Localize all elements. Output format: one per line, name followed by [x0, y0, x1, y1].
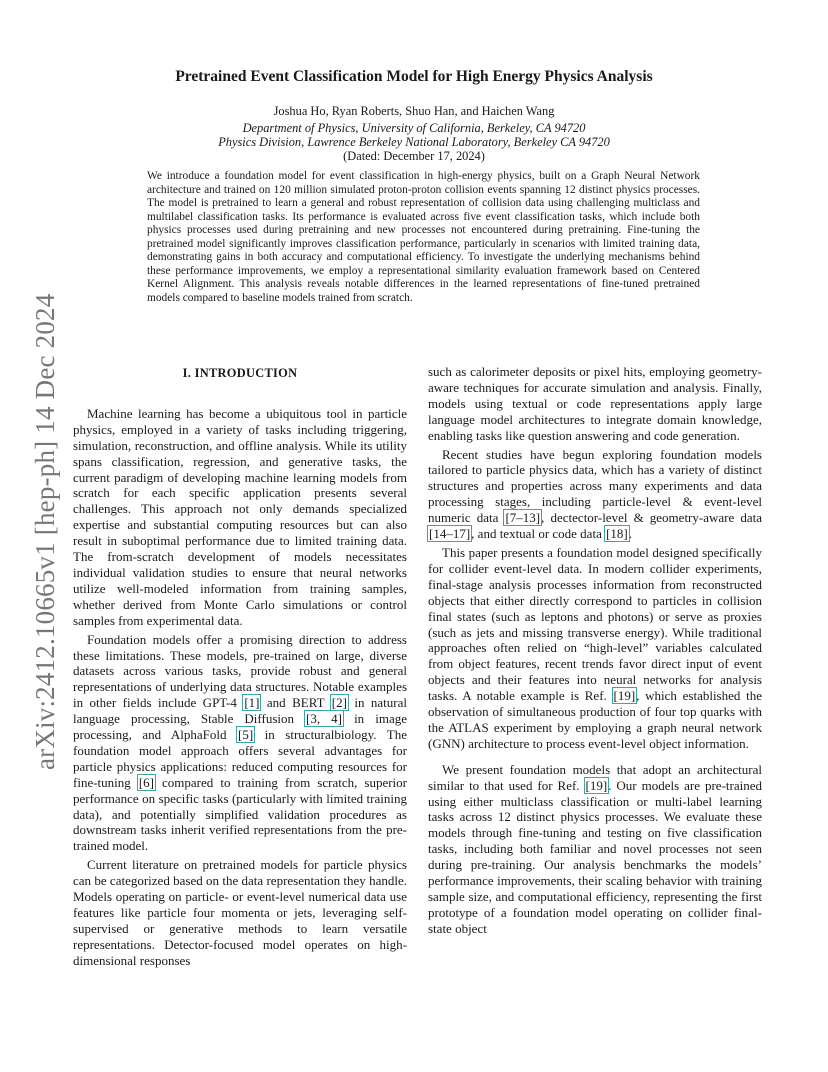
intro-paragraph-3: Current literature on pretrained models for particle physics can be categorized based on the data representation they handle. Models operating on particle- or event-level numerical data use features like particle four momenta or jets, leveraging self-supervised or generative methods to learn versatile representations. Detector-focused model operates on high-dimensional responses [73, 857, 407, 968]
text-run: , which established the observation of simultaneous production of four top quarks with the ATLAS experiment by employing a graph neural network (GNN) architecture to process event-level object information. [428, 688, 762, 751]
text-run: . Our models are pre-trained using either multiclass classification or multi-label learning tasks across 12 distinct physics processes. We evaluate these models through fine-tuning and testing on five classification tasks, including both familiar and novel processes not seen during pre-training. Our analysis benchmarks the models’ performance improvements, their scaling behavior with training sample size, and computational efficiency, representing the first prototype of a foundation model operating on collider final-state object [428, 777, 762, 936]
citation-link[interactable]: [1] [244, 695, 260, 711]
date-line: (Dated: December 17, 2024) [343, 149, 485, 163]
text-run: in structuralbiology. The foundation model approach offers several advantages for particle physics applications: reduced computing resources for fine-tuning [73, 727, 407, 790]
abstract-text: We introduce a foundation model for event classification in high-energy physics, built on a Graph Neural Network architecture and trained on 120 million simulated proton-proton collision events spanning 12 distinct physics processes. The model is pretrained to learn a general and robust representation of collision data using challenging multiclass and multilabel classification tasks. Its performance is evaluated across five event classification tasks, which include both physics processes used during pretraining and new processes not encountered during pretraining. Fine-tuning the pretrained model significantly improves classification performance, particularly in scenarios with limited training data, demonstrating gains in both accuracy and computational efficiency. To investigate the underlying mechanisms behind these performance improvements, we employ a representational similarity evaluation framework based on Centered Kernel Alignment. This analysis reveals notable differences in the learned representations of fine-tuned pretrained models compared to baseline models trained from scratch. [147, 170, 700, 304]
citation-link[interactable]: [2] [331, 695, 347, 711]
text-run: and BERT [260, 695, 331, 711]
citation-link[interactable]: [19] [613, 688, 636, 704]
citation-link[interactable]: [7–13] [505, 510, 541, 526]
text-run: compared to training from scratch, superior performance on specific tasks (particularly with limited training data), and potentially simplified validation procedures as downstream tasks inherit verified representations from the pre-trained model. [73, 774, 407, 854]
section-heading-introduction: I. INTRODUCTION [182, 366, 298, 380]
text-run: in image processing, and AlphaFold [73, 711, 407, 743]
text-run: in natural language processing, Stable Diffusion [73, 695, 407, 727]
text-run: . [628, 526, 633, 542]
citation-link[interactable]: [19] [585, 777, 608, 793]
affiliation-berkeley: Department of Physics, University of California, Berkeley, CA 94720 [242, 121, 586, 135]
citation-link[interactable]: [6] [138, 774, 154, 790]
left-column [73, 364, 407, 972]
abstract [147, 170, 700, 305]
text-run: Recent studies have begun exploring foundation models tailored to particle physics data, which has a variety of distinct structures and properties across many experiments and data processing stages, including particle-level & event-level numeric data [428, 446, 762, 526]
text-run: Foundation models offer a promising direction to address these limitations. These models, pre-trained on large, diverse datasets across various tasks, provide robust and general representations of underlying data structures. Notable examples in other fields include GPT-4 [73, 631, 407, 711]
right-paragraph-3 [428, 545, 762, 752]
text-run: , and textual or code data [471, 526, 606, 542]
right-paragraph-4 [428, 762, 762, 937]
citation-link[interactable]: [14–17] [429, 526, 471, 542]
intro-paragraph-1: Machine learning has become a ubiquitous tool in particle physics, employed in a variety of tasks including triggering, simulation, reconstruction, and offline analysis. While its utility spans classification, regression, and generative tasks, the current paradigm of developing machine learning models from scratch for each specific application presents several challenges. This approach not only demands specialized expertise and substantial computing resources but can also result in suboptimal performance due to limited training data. The from-scratch development of models necessitates individual validation studies to ensure that neural networks utilize well-modeled information from training samples, whether derived from Monte Carlo simulations or control samples from experimental data. [73, 405, 407, 628]
right-paragraph-1: such as calorimeter deposits or pixel hits, employing geometry-aware techniques for accurate simulation and analysis. Finally, models using textual or code representations apply large language model architectures to integrate domain knowledge, enabling tasks like question answering and code generation. [428, 364, 762, 443]
text-run: This paper presents a foundation model designed specifically for collider event-level data. In modern collider experiments, final-stage analysis processes information from reconstructed objects that either directly correspond to particles in collision final states (such as leptons and photons) or serve as proxies (such as jets and missing transverse energy). While traditional approaches often relied on “high-level” variables calculated from object features, recent trends favor direct input of event objects and their features into neural networks for analysis tasks. A notable example is Ref. [428, 544, 762, 704]
right-paragraph-2 [428, 447, 762, 542]
citation-link[interactable]: [5] [238, 727, 254, 743]
affiliation-lbnl: Physics Division, Lawrence Berkeley National Laboratory, Berkeley CA 94720 [218, 135, 610, 149]
right-column [428, 364, 762, 940]
paper-title: Pretrained Event Classification Model for High Energy Physics Analysis [175, 68, 653, 85]
authors: Joshua Ho, Ryan Roberts, Shuo Han, and Haichen Wang [273, 104, 555, 118]
citation-link[interactable]: [18] [606, 526, 628, 542]
text-run: We present foundation models that adopt an architectural similar to that used for Ref. [428, 761, 762, 793]
citation-link[interactable]: [3, 4] [306, 711, 343, 727]
arxiv-identifier: arXiv:2412.10665v1 [hep-ph] 14 Dec 2024 [30, 293, 60, 770]
text-run: , dectector-level & geometry-aware data [541, 510, 762, 526]
intro-paragraph-2 [73, 632, 407, 855]
